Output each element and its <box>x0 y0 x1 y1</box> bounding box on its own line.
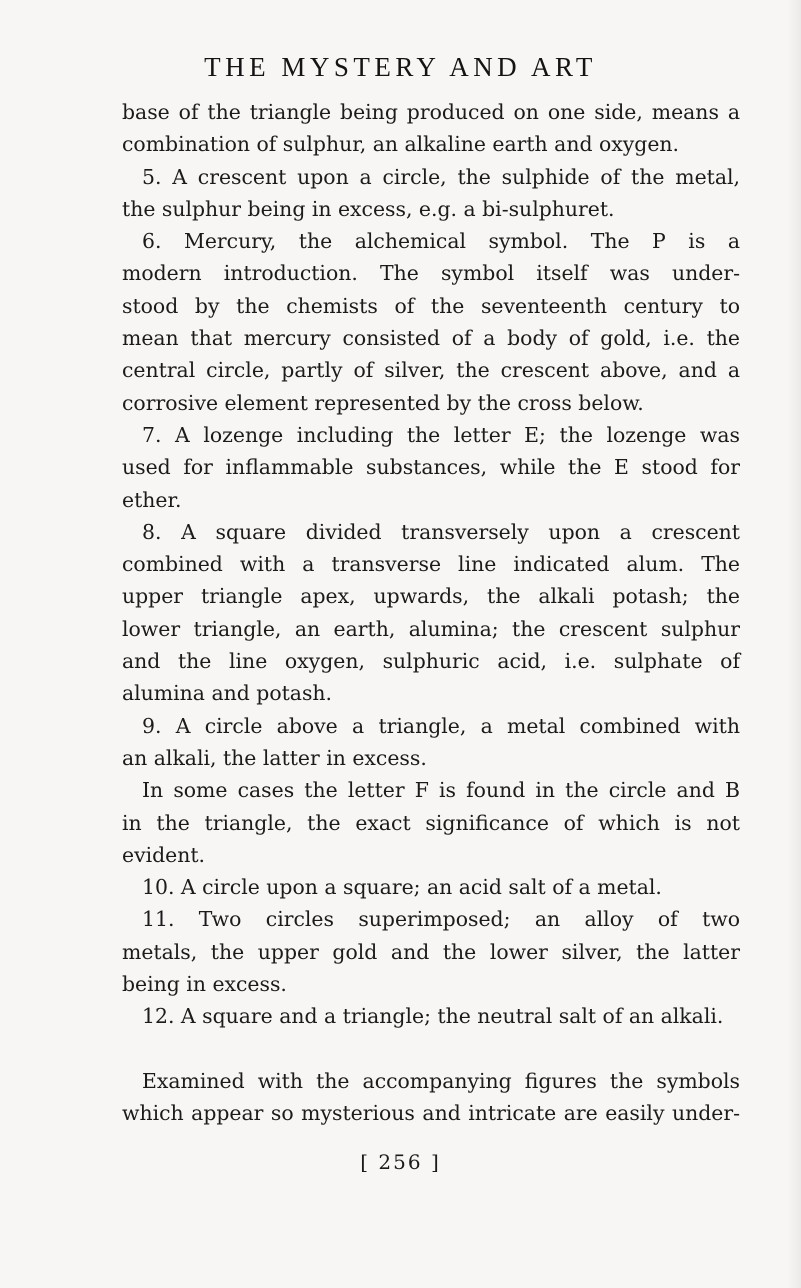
body-text <box>122 96 740 1129</box>
text-line: 10. A circle upon a square; an acid salt of a metal. <box>142 875 662 900</box>
text-line: In some cases the letter F is found in the circle and B <box>142 778 740 803</box>
text-line: lower triangle, an earth, alumina; the crescent sulphur <box>122 616 740 641</box>
text-line: stood by the chemists of the seventeenth century to <box>122 293 740 318</box>
paragraph-gap <box>122 1033 740 1065</box>
text-line: mean that mercury consisted of a body of gold, i.e. the <box>122 326 740 351</box>
text-line: ether. <box>122 487 182 512</box>
text-line: 6. Mercury, the alchemical symbol. The P is a <box>142 229 740 254</box>
running-head: THE MYSTERY AND ART <box>204 52 597 82</box>
text-line: 8. A square divided transversely upon a crescent <box>142 519 740 544</box>
text-line: the sulphur being in excess, e.g. a bi-sulphuret. <box>122 196 615 221</box>
text-line: central circle, partly of silver, the crescent above, and a <box>122 358 740 383</box>
text-line: 12. A square and a triangle; the neutral salt of an alkali. <box>142 1004 724 1029</box>
text-line: used for inflammable substances, while the E stood for <box>122 455 740 480</box>
text-line: 11. Two circles superimposed; an alloy of two <box>142 907 740 932</box>
text-line: in the triangle, the exact significance of which is not <box>122 810 740 835</box>
text-line: and the line oxygen, sulphuric acid, i.e. sulphate of <box>122 649 740 674</box>
text-line: modern introduction. The symbol itself was under- <box>122 261 740 286</box>
text-line: upper triangle apex, upwards, the alkali potash; the <box>122 584 740 609</box>
page-number: [ 256 ] <box>360 1150 441 1174</box>
text-line: combined with a transverse line indicated alum. The <box>122 552 740 577</box>
text-line: being in excess. <box>122 972 287 997</box>
text-line: 9. A circle above a triangle, a metal combined with <box>142 713 740 738</box>
page-edge-shadow <box>787 0 801 1288</box>
text-line: which appear so mysterious and intricate are easily under- <box>122 1100 740 1125</box>
text-line: 5. A crescent upon a circle, the sulphide of the metal, <box>142 164 740 189</box>
text-line: evident. <box>122 842 206 867</box>
text-line: an alkali, the latter in excess. <box>122 745 427 770</box>
text-line: alumina and potash. <box>122 681 333 706</box>
text-line: Examined with the accompanying figures the symbols <box>142 1068 740 1093</box>
text-line: corrosive element represented by the cross below. <box>122 390 644 415</box>
text-line: combination of sulphur, an alkaline earth and oxygen. <box>122 132 680 157</box>
text-line: 7. A lozenge including the letter E; the lozenge was <box>142 422 740 447</box>
text-line: metals, the upper gold and the lower silver, the latter <box>122 939 740 964</box>
text-line: base of the triangle being produced on one side, means a <box>122 100 740 124</box>
